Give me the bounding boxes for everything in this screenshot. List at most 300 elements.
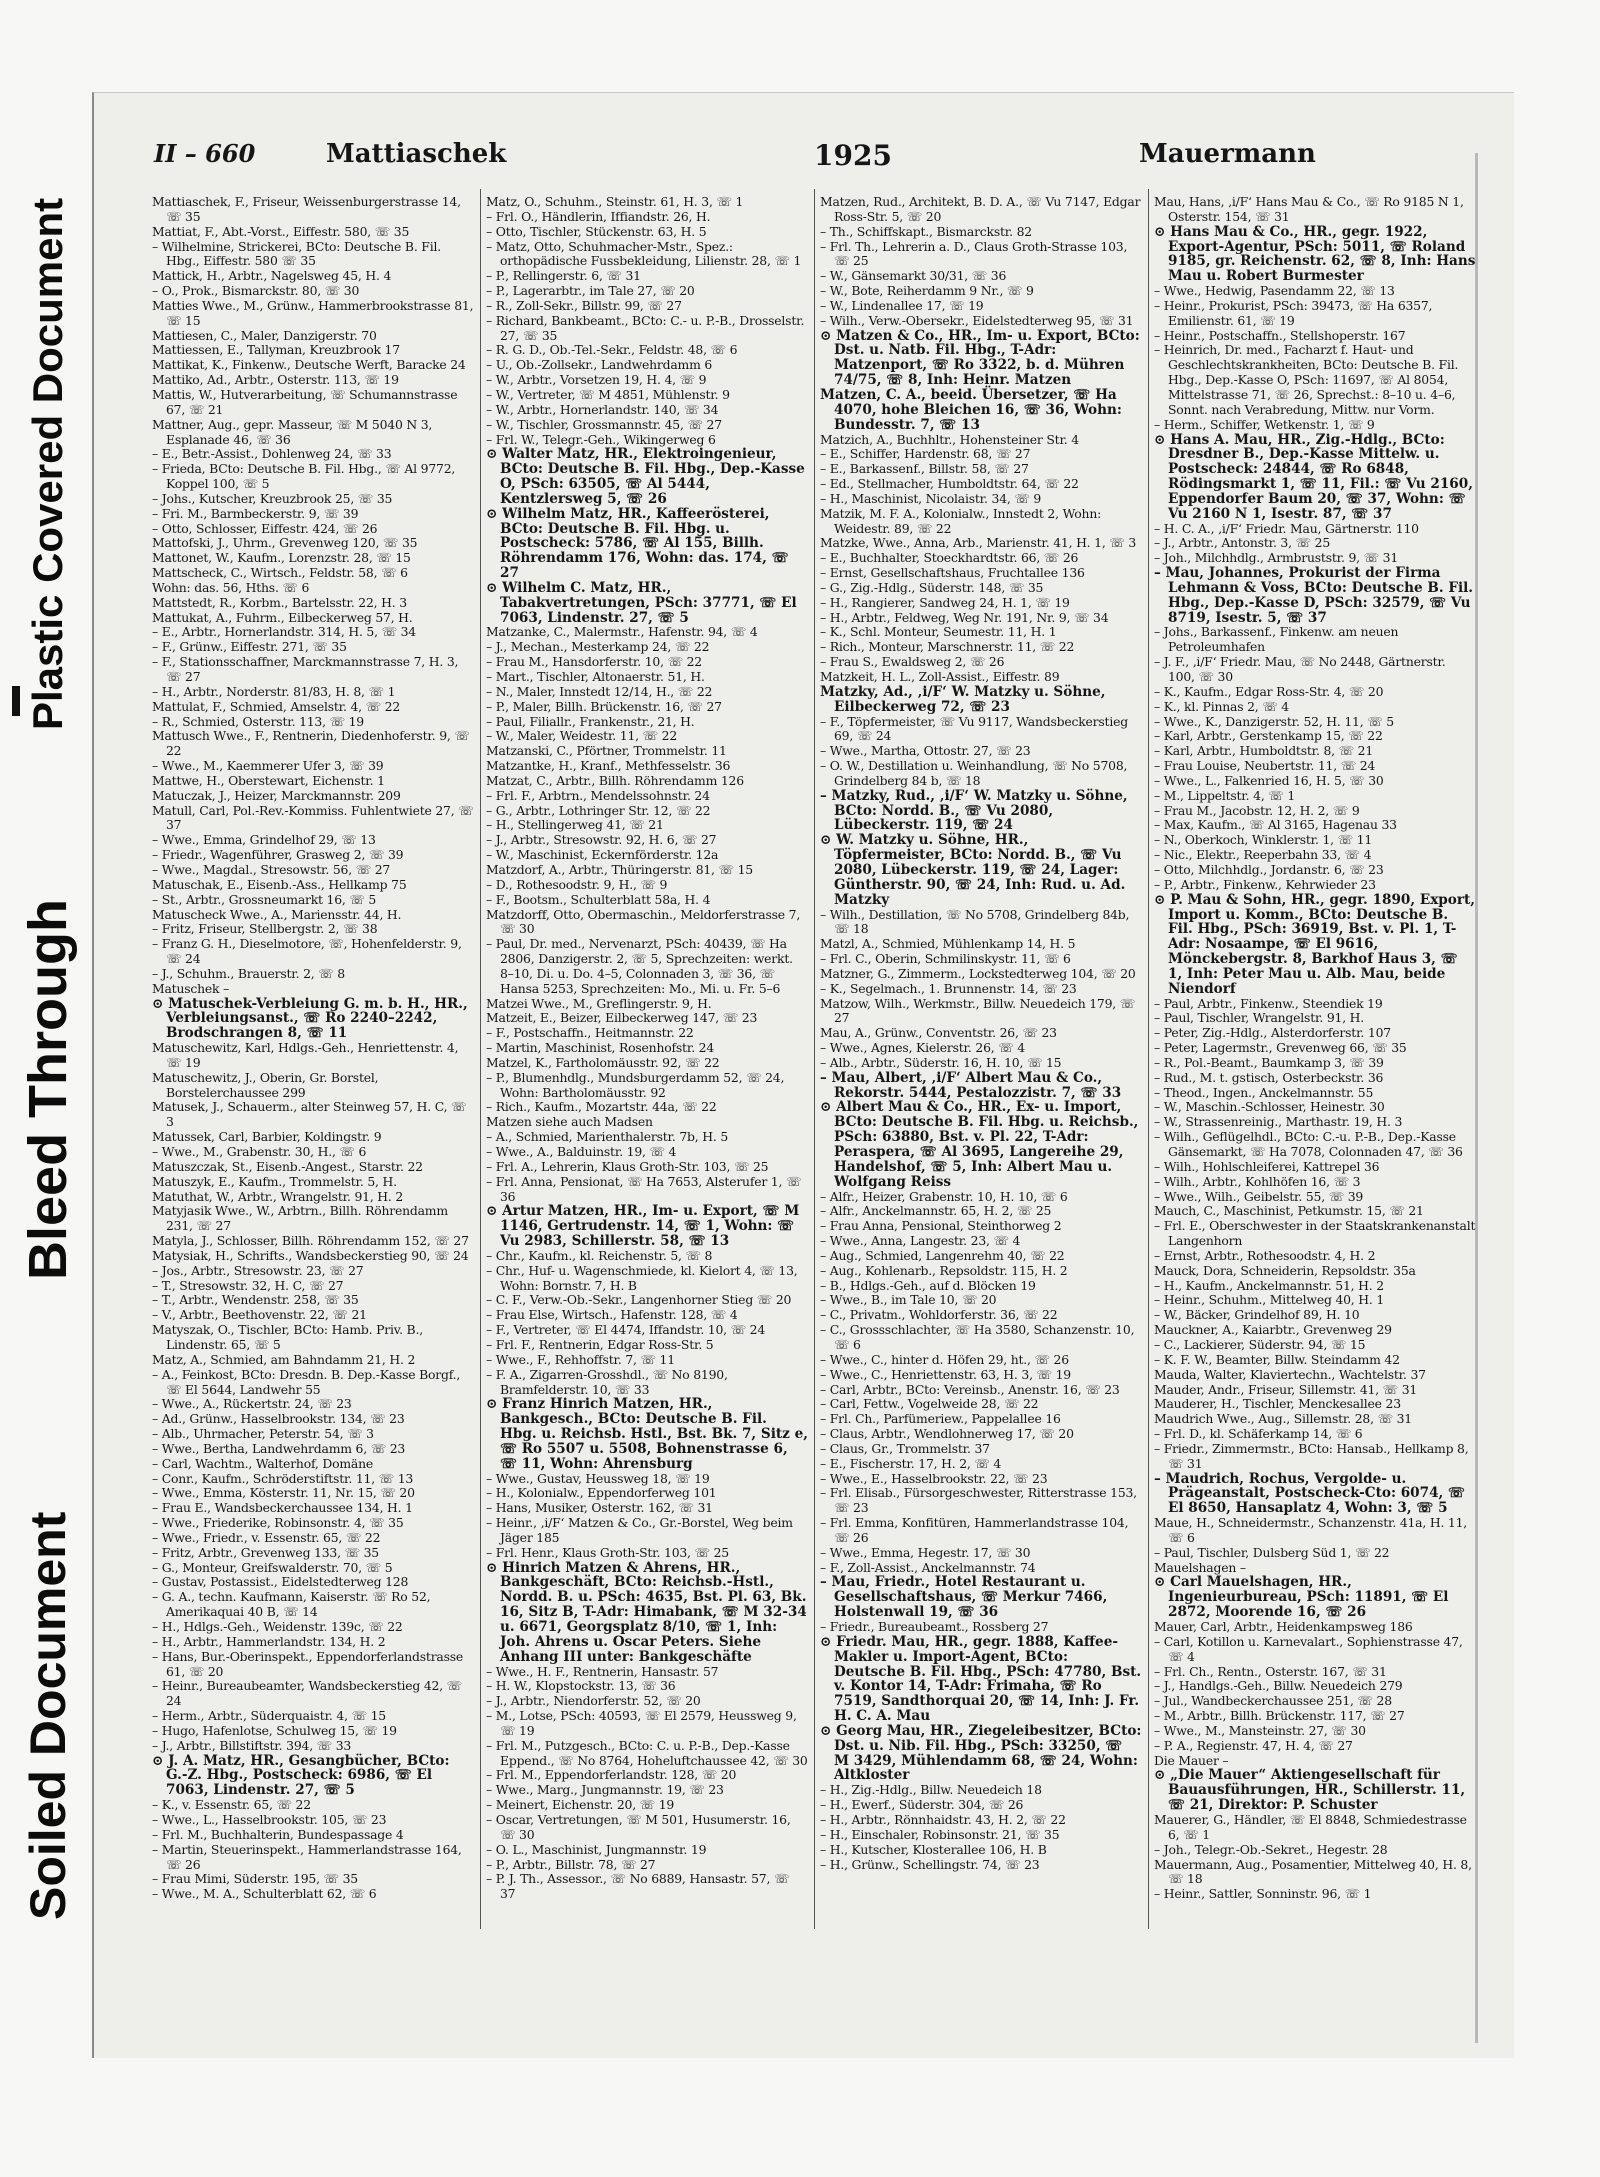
directory-entry: – Wilh., Hohlschleiferei, Kattrepel 36 [1154, 1158, 1380, 1174]
directory-entry: – Karl, Arbtr., Humboldtstr. 8, ☏ 21 [1154, 743, 1374, 759]
directory-entry: – P., Rellingerstr. 6, ☏ 31 [486, 268, 641, 284]
directory-entry: – H. W., Klopstockstr. 13, ☏ 36 [486, 1678, 676, 1694]
directory-entry: – F., Stationsschaffner, Marckmannstrasse 7, H. 3, ☏ 27 [152, 654, 459, 684]
page-number: II – 660 [154, 139, 256, 168]
directory-entry: Wohn: das. 56, Hths. ☏ 6 [152, 579, 310, 595]
directory-entry: – Frau Mimi, Süderstr. 195, ☏ 35 [152, 1871, 358, 1887]
directory-entry: – M., Lippeltstr. 4, ☏ 1 [1154, 787, 1296, 803]
directory-entry: – P., Arbtr., Finkenw., Kehrwieder 23 [1154, 876, 1376, 892]
directory-entry: – P. A., Regienstr. 47, H. 4, ☏ 27 [1154, 1737, 1353, 1753]
directory-entry: – Wwe., B., im Tale 10, ☏ 20 [820, 1292, 997, 1308]
directory-entry: – R., Zoll-Sekr., Billstr. 99, ☏ 27 [486, 297, 682, 313]
directory-entry: – Wwe., Marg., Jungmannstr. 19, ☏ 23 [486, 1782, 724, 1798]
directory-entry: – Johs., Barkassenf., Finkenw. am neuen Petroleumhafen [1154, 624, 1399, 655]
directory-entry: – Paul, Dr. med., Nervenarzt, PSch: 40439, ☏ Ha 2806, Danzigerstr. 2, ☏ 5, Sprechzeiten: werkt. 8–10, Di. u. Do. 4–5, Colonnaden 3, ☏ 36, ☏ Hansa 5253, Sprechzeiten: Mo., Mi. u. Fr. 5–6 [486, 936, 793, 996]
directory-entry: Matuschek – [152, 980, 230, 996]
directory-entry: Mattonet, W., Kaufm., Lorenzstr. 28, ☏ 15 [152, 550, 411, 566]
directory-entry: Matzei Wwe., M., Greflingerstr. 9, H. [486, 995, 712, 1011]
directory-entry: Mattulat, F., Schmied, Amselstr. 4, ☏ 22 [152, 698, 401, 714]
directory-entry: – G. A., techn. Kaufmann, Kaiserstr. ☏ Ro 52, Amerikaquai 40 B, ☏ 14 [152, 1589, 431, 1620]
directory-entry: – W., Vertreter, ☏ M 4851, Mühlenstr. 9 [486, 386, 730, 402]
directory-page [92, 92, 1514, 2058]
directory-entry: – Carl, Arbtr., BCto: Vereinsb., Anenstr. 16, ☏ 23 [820, 1381, 1120, 1397]
directory-entry: – H., Arbtr., Norderstr. 81/83, H. 8, ☏ 1 [152, 683, 396, 699]
directory-entry: – Wilh., Destillation, ☏ No 5708, Grindelberg 84b, ☏ 18 [820, 906, 1130, 937]
directory-entry: – Wwe., M., Mansteinstr. 27, ☏ 30 [1154, 1722, 1366, 1738]
directory-entry: – Wwe., Hedwig, Pasendamm 22, ☏ 13 [1154, 283, 1395, 299]
directory-entry: – W., Lindenallee 17, ☏ 19 [820, 297, 984, 313]
directory-entry: – G., Monteur, Greifswalderstr. 70, ☏ 5 [152, 1559, 393, 1575]
directory-entry: – Otto, Milchhdlg., Jordanstr. 6, ☏ 23 [1154, 861, 1384, 877]
directory-entry: – F., Töpfermeister, ☏ Vu 9117, Wandsbeckerstieg 69, ☏ 24 [820, 713, 1128, 744]
directory-entry: – Wwe., E., Hasselbrookstr. 22, ☏ 23 [820, 1470, 1048, 1486]
directory-entry: – Gustav, Postassist., Eidelstedterweg 128 [152, 1574, 409, 1590]
directory-entry: – Joh., Milchhdlg., Armbruststr. 9, ☏ 31 [1154, 550, 1399, 566]
directory-entry: Mauer, Carl, Arbtr., Heidenkampsweg 186 [1154, 1619, 1413, 1634]
directory-entry: – Wwe., C., hinter d. Höfen 29, ht., ☏ 26 [820, 1351, 1069, 1367]
directory-entry: – J., Arbtr., Billstiftstr. 394, ☏ 33 [152, 1737, 352, 1753]
directory-entry: – Carl, Fettw., Vogelweide 28, ☏ 22 [820, 1396, 1039, 1412]
firm-entry: ⊙ Walter Matz, HR., Elektroingenieur, BCto: Deutsche B. Fil. Hbg., Dep.-Kasse O, PSch: 63505, ☏ Al 5444, Kentzlersweg 5, ☏ 26 [486, 446, 805, 507]
directory-entry: – Frau Else, Wirtsch., Hafenstr. 128, ☏ 4 [486, 1307, 738, 1323]
directory-entry: – H., Maschinist, Nicolaistr. 34, ☏ 9 [820, 490, 1042, 506]
directory-entry: – Frl. Ch., Rentn., Osterstr. 167, ☏ 31 [1154, 1663, 1387, 1679]
directory-entry: Matties Wwe., M., Grünw., Hammerbrookstrasse 81, ☏ 15 [152, 297, 474, 328]
directory-entry: – Aug., Kohlenarb., Repsoldstr. 115, H. 2 [820, 1262, 1068, 1278]
directory-entry: – Wilh., Geflügelhdl., BCto: C.-u. P.-B., Dep.-Kasse Gänsemarkt, ☏ Ha 7078, Colonnaden 47, ☏ 36 [1154, 1129, 1463, 1159]
directory-entry: – Frl. Henr., Klaus Groth-Str. 103, ☏ 25 [486, 1544, 729, 1560]
directory-column-2 [486, 195, 808, 1902]
directory-entry: – G., Arbtr., Lothringer Str. 12, ☏ 22 [486, 802, 711, 818]
directory-column-1 [152, 195, 474, 1902]
directory-entry: – Heinr., Schuhm., Mittelweg 40, H. 1 [1154, 1292, 1385, 1308]
directory-entry: Mattscheck, C., Wirtsch., Feldstr. 58, ☏ 6 [152, 565, 408, 581]
directory-entry: – Alfr., Heizer, Grabenstr. 10, H. 10, ☏ 6 [820, 1188, 1068, 1204]
firm-entry: – Mau, Friedr., Hotel Restaurant u. Gesellschaftshaus, ☏ Merkur 7466, Holstenwall 19, ☏ 36 [820, 1574, 1108, 1621]
directory-entry: – Aug., Schmied, Langenrehm 40, ☏ 22 [820, 1247, 1065, 1263]
firm-entry: ⊙ Wilhelm Matz, HR., Kaffeerösterei, BCto: Deutsche B. Fil. Hbg. u. Postscheck: 5786, ☏ Al 155, Billh. Röhrendamm 176, Wohn: das. 174, ☏ 27 [486, 505, 789, 582]
directory-entry: – Paul, Filiallr., Frankenstr., 21, H. [486, 713, 695, 729]
directory-entry: Matzanski, C., Pförtner, Trommelstr. 11 [486, 743, 727, 759]
directory-entry: – Wwe., A., Rückertstr. 24, ☏ 23 [152, 1396, 352, 1412]
directory-entry: – R., Schmied, Osterstr. 113, ☏ 19 [152, 713, 364, 729]
directory-entry: – Wwe., M. A., Schulterblatt 62, ☏ 6 [152, 1886, 377, 1902]
directory-entry: – Frl. Emma, Konfitüren, Hammerlandstrasse 104, ☏ 26 [820, 1515, 1129, 1545]
directory-entry: Matuszyk, E., Kaufm., Trommelstr. 5, H. [152, 1173, 397, 1189]
directory-entry: – Meinert, Eichenstr. 20, ☏ 19 [486, 1797, 675, 1813]
directory-entry: – Frau E., Wandsbeckerchaussee 134, H. 1 [152, 1500, 413, 1516]
directory-entry: – W., Maschin.-Schlosser, Heinestr. 30 [1154, 1099, 1385, 1115]
directory-entry: – C., Grossschlachter, ☏ Ha 3580, Schanzenstr. 10, ☏ 6 [820, 1322, 1135, 1352]
directory-entry: – Ernst, Arbtr., Rothesoodstr. 4, H. 2 [1154, 1247, 1376, 1263]
firm-entry: ⊙ Friedr. Mau, HR., gegr. 1888, Kaffee-Makler u. Import-Agent, BCto: Deutsche B. Fil. Hbg., PSch: 47780, Bst. v. Kontor 14, T-Adr: Frimaha, ☏ Ro 7519, Sandthorquai 20, ☏ 14, Inh: J. Fr. H. C. A. Mau [820, 1633, 1142, 1725]
directory-entry: – Ad., Grünw., Hasselbrookstr. 134, ☏ 23 [152, 1411, 405, 1427]
directory-entry: – Claus, Gr., Trommelstr. 37 [820, 1440, 990, 1456]
directory-entry: Matussek, Carl, Barbier, Koldingstr. 9 [152, 1129, 382, 1145]
firm-entry: ⊙ Carl Mauelshagen, HR., Ingenieurbureau, PSch: 11891, ☏ El 2872, Moorende 16, ☏ 26 [1154, 1574, 1449, 1621]
directory-entry: – Alfr., Anckelmannstr. 65, H. 2, ☏ 25 [820, 1203, 1052, 1219]
directory-entry: – F. A., Zigarren-Grosshdl., ☏ No 8190, Bramfelderstr. 10, ☏ 33 [486, 1366, 728, 1397]
firm-entry: ⊙ Matuschek-Verbleiung G. m. b. H., HR., Verbleiungsanst., ☏ Ro 2240–2242, Brodschrangen 8, ☏ 11 [152, 995, 468, 1042]
directory-entry: Matuschak, E., Eisenb.-Ass., Hellkamp 75 [152, 876, 407, 892]
directory-entry: – E., Arbtr., Hornerlandstr. 314, H. 5, ☏ 34 [152, 624, 416, 640]
directory-entry: – Rich., Monteur, Marschnerstr. 11, ☏ 22 [820, 639, 1075, 655]
directory-entry: Mauerer, G., Händler, ☏ El 8848, Schmiedestrasse 6, ☏ 1 [1154, 1811, 1467, 1842]
directory-entry: – Wwe., C., Henriettenstr. 63, H. 3, ☏ 19 [820, 1366, 1071, 1382]
directory-entry: Matzner, G., Zimmerm., Lockstedterweg 104, ☏ 20 [820, 965, 1136, 981]
directory-entry: – Theod., Ingen., Anckelmannstr. 55 [1154, 1084, 1374, 1100]
directory-entry: – V., Arbtr., Beethovenstr. 22, ☏ 21 [152, 1307, 367, 1323]
directory-entry: Mattiat, F., Abt.-Vorst., Eiffestr. 580, ☏ 35 [152, 223, 410, 239]
directory-entry: Mattusch Wwe., F., Rentnerin, Diedenhoferstr. 9, ☏ 22 [152, 728, 470, 759]
directory-entry: Matuschewitz, J., Oberin, Gr. Borstel, Borstelerchaussee 299 [152, 1069, 379, 1100]
directory-entry: – Paul, Arbtr., Finkenw., Steendiek 19 [1154, 995, 1383, 1011]
directory-entry: – C., Lackierer, Süderstr. 94, ☏ 15 [1154, 1336, 1366, 1352]
directory-entry: Mattick, H., Arbtr., Nagelsweg 45, H. 4 [152, 268, 392, 284]
directory-entry: – H., Kaufm., Anckelmannstr. 51, H. 2 [1154, 1277, 1384, 1293]
directory-entry: – Wwe., Wilh., Geibelstr. 55, ☏ 39 [1154, 1188, 1364, 1204]
directory-entry: – H., Hdlgs.-Geh., Weidenstr. 139c, ☏ 22 [152, 1619, 403, 1634]
directory-entry: – K., Schl. Monteur, Seumestr. 11, H. 1 [820, 624, 1057, 640]
directory-entry: – Hans, Musiker, Osterstr. 162, ☏ 31 [486, 1500, 713, 1516]
directory-entry: – Frl. D., kl. Schäferkamp 14, ☏ 6 [1154, 1426, 1363, 1442]
column-rule [480, 189, 481, 1929]
directory-entry: – Wilhelmine, Strickerei, BCto: Deutsche B. Fil. Hbg., Eiffestr. 580 ☏ 35 [152, 238, 441, 269]
directory-entry: – U., Ob.-Zollsekr., Landwehrdamm 6 [486, 357, 713, 373]
directory-entry: – Heinr., Sattler, Sonninstr. 96, ☏ 1 [1154, 1886, 1372, 1902]
directory-entry: – Th., Schiffskapt., Bismarckstr. 82 [820, 223, 1032, 239]
directory-entry: – Wwe., Bertha, Landwehrdamm 6, ☏ 23 [152, 1440, 406, 1456]
directory-entry: – C. F., Verw.-Ob.-Sekr., Langenhorner Stieg ☏ 20 [486, 1292, 792, 1308]
directory-entry: – W., Maler, Weidestr. 11, ☏ 22 [486, 728, 678, 744]
directory-entry: – J., Arbtr., Antonstr. 3, ☏ 25 [1154, 535, 1330, 551]
directory-entry: Matzanke, C., Malermstr., Hafenstr. 94, ☏ 4 [486, 624, 758, 640]
header-last-name: Mauermann [1139, 139, 1316, 169]
directory-entry: – P., Blumenhdlg., Mundsburgerdamm 52, ☏ 24, Wohn: Bartholomäusstr. 92 [486, 1069, 785, 1100]
directory-entry: – E., Schiffer, Hardenstr. 68, ☏ 27 [820, 446, 1031, 462]
directory-entry: – Wwe., K., Danzigerstr. 52, H. 11, ☏ 5 [1154, 713, 1394, 729]
directory-entry: – E., Barkassenf., Billstr. 58, ☏ 27 [820, 461, 1029, 477]
directory-entry: – Martin, Steuerinspekt., Hammerlandstrasse 164, ☏ 26 [152, 1841, 462, 1872]
directory-entry: – Friedr., Bureaubeamt., Rossberg 27 [820, 1619, 1049, 1634]
directory-entry: – Franz G. H., Dieselmotore, ☏, Hohenfelderstr. 9, ☏ 24 [152, 936, 462, 967]
directory-entry: Mauck, Dora, Schneiderin, Repsoldstr. 35a [1154, 1262, 1416, 1278]
directory-entry: – Wwe., M., Grabenstr. 30, H., ☏ 6 [152, 1144, 367, 1159]
directory-entry: Matzeit, E., Beizer, Eilbeckerweg 147, ☏ 23 [486, 1010, 758, 1026]
directory-entry: – Chr., Huf- u. Wagenschmiede, kl. Kielort 4, ☏ 13, Wohn: Bornstr. 7, H. B [486, 1262, 798, 1293]
directory-entry: Mattis, W., Hutverarbeitung, ☏ Schumannstrasse 67, ☏ 21 [152, 386, 458, 417]
directory-entry: – Frl. Ch., Parfümeriew., Pappelallee 16 [820, 1411, 1061, 1427]
directory-entry: Matzdorf, A., Arbtr., Thüringerstr. 81, ☏ 15 [486, 861, 753, 877]
directory-entry: – K., Segelmach., 1. Brunnenstr. 14, ☏ 23 [820, 980, 1077, 996]
directory-entry: – Johs., Kutscher, Kreuzbrook 25, ☏ 35 [152, 490, 393, 506]
directory-entry: – K. F. W., Beamter, Billw. Steindamm 42 [1154, 1351, 1400, 1367]
directory-entry: – H., Rangierer, Sandweg 24, H. 1, ☏ 19 [820, 594, 1070, 610]
directory-entry: Matyla, J., Schlosser, Billh. Röhrendamm 152, ☏ 27 [152, 1233, 469, 1249]
directory-entry: Matzke, Wwe., Anna, Arb., Marienstr. 41, H. 1, ☏ 3 [820, 535, 1137, 551]
directory-entry: – Fri. M., Barmbeckerstr. 9, ☏ 39 [152, 505, 359, 521]
directory-entry: – K., v. Essenstr. 65, ☏ 22 [152, 1797, 311, 1813]
directory-column-3 [820, 195, 1142, 1872]
directory-entry: – J., Schuhm., Brauerstr. 2, ☏ 8 [152, 965, 345, 981]
directory-entry: Mauermann, Aug., Posamentier, Mittelweg 40, H. 8, ☏ 18 [1154, 1856, 1472, 1887]
directory-entry: – Jos., Arbtr., Stresowstr. 23, ☏ 27 [152, 1262, 364, 1278]
directory-entry: – Alb., Uhrmacher, Peterstr. 54, ☏ 3 [152, 1426, 374, 1442]
directory-entry: – Heinr., Postschaffn., Stellshoperstr. 167 [1154, 327, 1406, 343]
directory-entry: Matzik, M. F. A., Kolonialw., Innstedt 2, Wohn: Weidestr. 89, ☏ 22 [820, 505, 1102, 536]
directory-entry: Matull, Carl, Pol.-Rev.-Kommiss. Fuhlentwiete 27, ☏ 37 [152, 802, 474, 833]
directory-entry: – Frau S., Ewaldsweg 2, ☏ 26 [820, 654, 1005, 670]
directory-entry: – Friedr., Zimmermstr., BCto: Hansab., Hellkamp 8, ☏ 31 [1154, 1440, 1469, 1471]
directory-entry: – Frl. M., Buchhalterin, Bundespassage 4 [152, 1826, 404, 1842]
directory-entry: – B., Hdlgs.-Geh., auf d. Blöcken 19 [820, 1277, 1036, 1293]
directory-entry: Matusek, J., Schauerm., alter Steinweg 57, H. C, ☏ 3 [152, 1099, 467, 1130]
directory-entry: – K., Kaufm., Edgar Ross-Str. 4, ☏ 20 [1154, 683, 1384, 699]
directory-entry: – G., Zig.-Hdlg., Süderstr. 148, ☏ 35 [820, 579, 1044, 595]
firm-entry: ⊙ Hinrich Matzen & Ahrens, HR., Bankgeschäft, BCto: Reichsb.-Hstl., Nordd. B. u. PSch: 4635, Bst. Pl. 63, Bk. 16, Sitz B, T-Adr: Himabank, ☏ M 32-34 u. 6671, Georgsplatz 8/10, ☏ 1, Inh: Joh. Ahrens u. Oscar Peters. Siehe Anhang III unter: Bankgeschäfte [486, 1559, 807, 1665]
firm-entry: – Matzky, Rud., ‚i/F‘ W. Matzky u. Söhne, BCto: Nordd. B., ☏ Vu 2080, Lübeckerstr. 119, ☏ 24 [820, 787, 1128, 834]
directory-entry: – Wilh., Arbtr., Kohlhöfen 16, ☏ 3 [1154, 1173, 1361, 1189]
directory-entry: – J., Arbtr., Stresowstr. 92, H. 6, ☏ 27 [486, 832, 717, 848]
directory-entry: – Frl. Elisab., Fürsorgeschwester, Ritterstrasse 153, ☏ 23 [820, 1485, 1137, 1516]
firm-entry: – Mau, Albert, ‚i/F‘ Albert Mau & Co., Rekorstr. 5444, Pestalozzistr. 7, ☏ 33 [820, 1069, 1122, 1101]
directory-entry: – Frau Anna, Pensional, Steinthorweg 2 [820, 1218, 1062, 1234]
directory-entry: – Wwe., F., Rehhoffstr. 7, ☏ 11 [486, 1351, 675, 1367]
directory-entry: – R. G. D., Ob.-Tel.-Sekr., Feldstr. 48, ☏ 6 [486, 342, 738, 358]
directory-entry: Matzkeit, H. L., Zoll-Assist., Eiffestr. 89 [820, 669, 1060, 684]
directory-entry: Die Mauer – [1154, 1752, 1229, 1768]
directory-entry: – Frl. C., Oberin, Schmilinskystr. 11, ☏ 6 [820, 951, 1071, 967]
directory-entry: Matuschewitz, Karl, Hdlgs.-Geh., Henriettenstr. 4, ☏ 19 [152, 1040, 459, 1070]
directory-entry: Maudrich Wwe., Aug., Sillemstr. 28, ☏ 31 [1154, 1411, 1412, 1427]
directory-entry: – Max, Kaufm., ☏ Al 3165, Hagenau 33 [1154, 817, 1397, 833]
firm-entry: ⊙ W. Matzky u. Söhne, HR., Töpfermeister, BCto: Nordd. B., ☏ Vu 2080, Lübeckerstr. 119, ☏ 24, Lager: Güntherstr. 90, ☏ 24, Inh: Rud. u. Ad. Matzky [820, 832, 1126, 908]
directory-entry: – Frieda, BCto: Deutsche B. Fil. Hbg., ☏ Al 9772, Koppel 100, ☏ 5 [152, 461, 456, 492]
directory-entry: – Wwe., Emma, Hegestr. 17, ☏ 30 [820, 1544, 1031, 1560]
directory-entry: Mau, A., Grünw., Conventstr. 26, ☏ 23 [820, 1025, 1057, 1041]
directory-entry: – Heinr., Bureaubeamter, Wandsbeckerstieg 42, ☏ 24 [152, 1678, 462, 1709]
directory-column-4 [1154, 195, 1476, 1902]
directory-entry: – W., Bote, Reiherdamm 9 Nr., ☏ 9 [820, 283, 1034, 299]
directory-entry: – Claus, Arbtr., Wendlohnerweg 17, ☏ 20 [820, 1426, 1074, 1442]
directory-entry: – Mart., Tischler, Altonaerstr. 51, H. [486, 669, 705, 684]
directory-entry: – P., Lagerarbtr., im Tale 27, ☏ 20 [486, 283, 695, 299]
directory-entry: – Matz, Otto, Schuhmacher-Mstr., Spez.: orthopädische Fussbekleidung, Lilienstr. 28, ☏ 1 [486, 238, 802, 269]
directory-entry: – W., Gänsemarkt 30/31, ☏ 36 [820, 268, 1007, 284]
directory-entry: Mauckner, A., Kaiarbtr., Grevenweg 29 [1154, 1322, 1392, 1338]
label-dash [12, 686, 20, 716]
column-rule [1148, 189, 1149, 1929]
directory-entry: – Frau Louise, Neubertstr. 11, ☏ 24 [1154, 758, 1376, 774]
header-first-name: Mattiaschek [326, 139, 507, 169]
directory-entry: – O. L., Maschinist, Jungmannstr. 19 [486, 1841, 707, 1857]
firm-entry: ⊙ Hans A. Mau, HR., Zig.-Hdlg., BCto: Dresdner B., Dep.-Kasse Mittelw. u. Postscheck: 24844, ☏ Ro 6848, Rödingsmarkt 1, ☏ 11, Fil.: ☏ Vu 2160, Eppendorfer Baum 20, ☏ 37, Wohn: ☏ Vu 2160 N 1, Isestr. 87, ☏ 37 [1154, 431, 1473, 522]
directory-entry: – W., Arbtr., Vorsetzen 19, H. 4, ☏ 9 [486, 372, 707, 388]
directory-entry: – St., Arbtr., Grossneumarkt 16, ☏ 5 [152, 891, 377, 907]
directory-entry: – R., Pol.-Beamt., Baumkamp 3, ☏ 39 [1154, 1054, 1384, 1070]
directory-entry: Matyszak, O., Tischler, BCto: Hamb. Priv. B., Lindenstr. 65, ☏ 5 [152, 1322, 423, 1352]
directory-entry: – Karl, Arbtr., Gerstenkamp 15, ☏ 22 [1154, 728, 1383, 744]
page-header [154, 139, 1454, 179]
directory-entry: – Jul., Wandbeckerchaussee 251, ☏ 28 [1154, 1693, 1392, 1709]
directory-entry: – E., Betr.-Assist., Dohlenweg 24, ☏ 33 [152, 446, 392, 462]
directory-entry: – Martin, Maschinist, Rosenhofstr. 24 [486, 1040, 715, 1056]
firm-entry: ⊙ „Die Mauer“ Aktiengesellschaft für Bauausführungen, HR., Schillerstr. 11, ☏ 21, Direktor: P. Schuster [1154, 1767, 1466, 1814]
directory-entry: – K., kl. Pinnas 2, ☏ 4 [1154, 698, 1289, 714]
directory-entry: – Nic., Elektr., Reeperbahn 33, ☏ 4 [1154, 847, 1372, 863]
directory-entry: – Herm., Arbtr., Süderquaistr. 4, ☏ 15 [152, 1708, 386, 1724]
directory-entry: – M., Arbtr., Billh. Brückenstr. 117, ☏ 27 [1154, 1708, 1405, 1724]
header-year: 1925 [814, 139, 892, 172]
directory-entry: Matz, O., Schuhm., Steinstr. 61, H. 3, ☏ 1 [486, 194, 744, 209]
directory-entry: – Herm., Schiffer, Wetkenstr. 1, ☏ 9 [1154, 416, 1375, 432]
directory-entry: Matuscheck Wwe., A., Mariensstr. 44, H. [152, 906, 402, 922]
directory-entry: – Paul, Tischler, Dulsberg Süd 1, ☏ 22 [1154, 1544, 1390, 1560]
directory-entry: – H., Kutscher, Klosterallee 106, H. B [820, 1841, 1047, 1857]
firm-entry: – Maudrich, Rochus, Vergolde- u. Prägeanstalt, Postscheck-Cto: 6074, ☏ El 8650, Hansaplatz 4, Wohn: 3, ☏ 5 [1154, 1470, 1466, 1517]
firm-entry: ⊙ Franz Hinrich Matzen, HR., Bankgesch., BCto: Deutsche B. Fil. Hbg. u. Reichsb. Hstl., Bst. Bk. 7, Sitz e, ☏ Ro 5507 u. 5508, Bohnenstrasse 6, ☏ 11, Wohn: Ahrensburg [486, 1396, 808, 1472]
directory-entry: – Ed., Stellmacher, Humboldtstr. 64, ☏ 22 [820, 476, 1079, 492]
directory-entry: – Wwe., A., Balduinstr. 19, ☏ 4 [486, 1144, 677, 1159]
directory-entry: Mauda, Walter, Klaviertechn., Wachtelstr. 37 [1154, 1366, 1426, 1382]
directory-entry: – H., Grünw., Schellingstr. 74, ☏ 23 [820, 1856, 1040, 1872]
directory-entry: – P., Maler, Billh. Brückenstr. 16, ☏ 27 [486, 698, 722, 714]
directory-entry: – O. W., Destillation u. Weinhandlung, ☏ No 5708, Grindelberg 84 b, ☏ 18 [820, 758, 1128, 788]
directory-entry: Mauelshagen – [1154, 1559, 1246, 1575]
directory-entry: – F., Postschaffn., Heitmannstr. 22 [486, 1025, 694, 1041]
directory-entry: Mattner, Aug., gepr. Masseur, ☏ M 5040 N 3, Esplanade 46, ☏ 36 [152, 416, 433, 447]
firm-entry: ⊙ Matzen & Co., HR., Im- u. Export, BCto: Dst. u. Natb. Fil. Hbg., T-Adr: Matzenport, ☏ Ro 3322, b. d. Mühren 74/75, ☏ 8, Inh: Heinr. Matzen [820, 327, 1140, 389]
directory-entry: – Chr., Kaufm., kl. Reichenstr. 5, ☏ 8 [486, 1247, 713, 1263]
directory-entry: – Frl. E., Oberschwester in der Staatskrankenanstalt Langenhorn [1154, 1218, 1476, 1249]
directory-entry: Mauder, Andr., Friseur, Sillemstr. 41, ☏ 31 [1154, 1381, 1418, 1397]
directory-entry: – W., Maschinist, Eckernförderstr. 12a [486, 847, 719, 863]
directory-entry: – Richard, Bankbeamt., BCto: C.- u. P.-B., Drosselstr. 27, ☏ 35 [486, 312, 805, 343]
firm-entry: – Mau, Johannes, Prokurist der Firma Lehmann & Voss, BCto: Deutsche B. Fil. Hbg., Dep.-Kasse D, PSch: 32579, ☏ Vu 8719, Isestr. 5, ☏ 37 [1154, 565, 1474, 626]
directory-entry: – Frl. O., Händlerin, Iffiandstr. 26, H. [486, 208, 711, 224]
directory-entry: – E., Buchhalter, Stoeckhardtstr. 66, ☏ 26 [820, 550, 1079, 566]
directory-entry: – Wilh., Verw.-Obersekr., Eidelstedterweg 95, ☏ 31 [820, 312, 1134, 328]
directory-entry: – Frl. F., Arbtrn., Mendelssohnstr. 24 [486, 787, 710, 803]
directory-entry: Matzdorff, Otto, Obermaschin., Meldorferstrasse 7, ☏ 30 [486, 906, 801, 937]
directory-entry: – A., Feinkost, BCto: Dresdn. B. Dep.-Kasse Borgf., ☏ El 5644, Landwehr 55 [152, 1366, 461, 1397]
directory-entry: – Oscar, Vertretungen, ☏ M 501, Husumerstr. 16, ☏ 30 [486, 1811, 791, 1842]
directory-entry: – Wwe., Friedr., v. Essenstr. 65, ☏ 22 [152, 1529, 381, 1545]
directory-entry: – Wwe., Martha, Ottostr. 27, ☏ 23 [820, 743, 1031, 759]
directory-entry: – Wwe., H. F., Rentnerin, Hansastr. 57 [486, 1663, 719, 1679]
firm-entry: Matzky, Ad., ‚i/F‘ W. Matzky u. Söhne, Eilbeckerweg 72, ☏ 23 [820, 683, 1106, 715]
directory-entry: – Wwe., Friederike, Robinsonstr. 4, ☏ 35 [152, 1515, 404, 1531]
directory-entry: – Friedr., Wagenführer, Grasweg 2, ☏ 39 [152, 847, 404, 863]
directory-entry: – Paul, Tischler, Wrangelstr. 91, H. [1154, 1010, 1365, 1026]
directory-entry: Matuszczak, St., Eisenb.-Angest., Starstr. 22 [152, 1158, 423, 1174]
bleed-through-label: Bleed Through [18, 899, 78, 1280]
column-rule [814, 189, 815, 1929]
directory-entry: – T., Stresowstr. 32, H. C, ☏ 27 [152, 1277, 344, 1293]
directory-entry: Matzel, K., Fartholomäusstr. 92, ☏ 22 [486, 1054, 720, 1070]
directory-entry: – Otto, Tischler, Stückenstr. 63, H. 5 [486, 223, 707, 239]
firm-entry: Matzen, C. A., beeid. Übersetzer, ☏ Ha 4070, hohe Bleichen 16, ☏ 36, Wohn: Bundesstr. 7, ☏ 13 [820, 386, 1122, 433]
directory-entry: – Wwe., Emma, Grindelhof 29, ☏ 13 [152, 832, 376, 848]
directory-entry: – J. F., ‚i/F‘ Friedr. Mau, ☏ No 2448, Gärtnerstr. 100, ☏ 30 [1154, 654, 1446, 684]
directory-entry: – N., Oberkoch, Winklerstr. 1, ☏ 11 [1154, 832, 1373, 848]
directory-entry: – Wwe., Magdal., Stresowstr. 56, ☏ 27 [152, 861, 391, 877]
firm-entry: ⊙ P. Mau & Sohn, HR., gegr. 1890, Export, Import u. Komm., BCto: Deutsche B. Fil. Hbg., PSch: 36919, Bst. v. Pl. 1, T-Adr: Nosaampe, ☏ El 9616, Mönckebergstr. 8, Barkhof Haus 3, ☏ 1, Inh: Peter Mau u. Alb. Mau, beide Niendorf [1154, 891, 1476, 997]
directory-entry: – Frau M., Hansdorferstr. 10, ☏ 22 [486, 654, 702, 670]
directory-entry: Matzich, A., Buchhltr., Hohensteiner Str. 4 [820, 431, 1079, 447]
directory-entry: Mattiaschek, F., Friseur, Weissenburgerstrasse 14, ☏ 35 [152, 194, 461, 224]
directory-entry: Mauch, C., Maschinist, Petkumstr. 15, ☏ 21 [1154, 1203, 1424, 1219]
directory-entry: – F., Bootsm., Schulterblatt 58a, H. 4 [486, 891, 711, 907]
directory-entry: – W., Tischler, Grossmannstr. 45, ☏ 27 [486, 416, 722, 432]
directory-entry: – Carl, Kotillon u. Karnevalart., Sophienstrasse 47, ☏ 4 [1154, 1633, 1463, 1664]
directory-entry: – H., Kolonialw., Eppendorferweg 101 [486, 1485, 717, 1501]
directory-entry: – Wwe., Agnes, Kielerstr. 26, ☏ 4 [820, 1040, 1025, 1056]
firm-entry: ⊙ Artur Matzen, HR., Im- u. Export, ☏ M 1146, Gertrudenstr. 14, ☏ 1, Wohn: ☏ Vu 2983, Schillerstr. 58, ☏ 13 [486, 1203, 800, 1250]
directory-entry: – Frl. A., Lehrerin, Klaus Groth-Str. 103, ☏ 25 [486, 1158, 769, 1174]
directory-entry: Mattiessen, E., Tallyman, Kreuzbrook 17 [152, 342, 400, 358]
directory-entry: – Alb., Arbtr., Süderstr. 16, H. 10, ☏ 15 [820, 1054, 1062, 1070]
directory-entry: – Conr., Kaufm., Schröderstiftstr. 11, ☏ 13 [152, 1470, 414, 1486]
directory-entry: – Frl. Anna, Pensionat, ☏ Ha 7653, Alsterufer 1, ☏ 36 [486, 1173, 802, 1204]
directory-entry: – Rich., Kaufm., Mozartstr. 44a, ☏ 22 [486, 1099, 717, 1115]
directory-entry: Matzat, C., Arbtr., Billh. Röhrendamm 126 [486, 772, 744, 788]
directory-entry: – Fritz, Friseur, Stellbergstr. 2, ☏ 38 [152, 921, 378, 937]
directory-entry: – Fritz, Arbtr., Grevenweg 133, ☏ 35 [152, 1544, 379, 1560]
directory-entry: Mattiesen, C., Maler, Danzigerstr. 70 [152, 327, 377, 343]
directory-entry: – J., Arbtr., Niendorferstr. 52, ☏ 20 [486, 1693, 701, 1709]
directory-entry: – Frl. M., Putzgesch., BCto: C. u. P.-B., Dep.-Kasse Eppend., ☏ No 8764, Hoheluftchaussee 42, ☏ 30 [486, 1737, 808, 1768]
directory-entry: – Frl. W., Telegr.-Geh., Wikingerweg 6 [486, 431, 716, 447]
directory-entry: – J., Handlgs.-Geh., Billw. Neuedeich 279 [1154, 1678, 1403, 1694]
firm-entry: ⊙ Albert Mau & Co., HR., Ex- u. Import, BCto: Deutsche B. Fil. Hbg. u. Reichsb., PSch: 63880, Bst. v. Pl. 22, T-Adr: Peraspera, ☏ Al 3695, Langereihe 29, Handelshof, ☏ 5, Inh: Albert Mau u. Wolfgang Reiss [820, 1099, 1139, 1190]
directory-entry: – Hugo, Hafenlotse, Schulweg 15, ☏ 19 [152, 1722, 397, 1738]
directory-entry: Mattiko, Ad., Arbtr., Osterstr. 113, ☏ 19 [152, 372, 399, 388]
directory-entry: Mattstedt, R., Korbm., Bartelsstr. 22, H. 3 [152, 594, 407, 610]
directory-entry: – Wwe., Emma, Kösterstr. 11, Nr. 15, ☏ 20 [152, 1485, 415, 1501]
firm-entry: ⊙ J. A. Matz, HR., Gesangbücher, BCto: G.-Z. Hbg., Postscheck: 6986, ☏ El 7063, Lindenstr. 27, ☏ 5 [152, 1752, 450, 1799]
directory-entry: – E., Fischerstr. 17, H. 2, ☏ 4 [820, 1455, 1002, 1471]
directory-entry: – D., Rothesoodstr. 9, H., ☏ 9 [486, 876, 668, 892]
directory-entry: Matzow, Wilh., Werkmstr., Billw. Neuedeich 179, ☏ 27 [820, 995, 1136, 1026]
directory-entry: – Heinr., ‚i/F‘ Matzen & Co., Gr.-Borstel, Weg beim Jäger 185 [486, 1515, 793, 1545]
directory-entry: Matzen, Rud., Architekt, B. D. A., ☏ Vu 7147, Edgar Ross-Str. 5, ☏ 20 [820, 194, 1141, 224]
directory-entry: – H., Zig.-Hdlg., Billw. Neuedeich 18 [820, 1782, 1042, 1798]
directory-entry: – Peter, Zig.-Hdlg., Alsterdorferstr. 107 [1154, 1025, 1391, 1041]
directory-entry: Matz, A., Schmied, am Bahndamm 21, H. 2 [152, 1351, 416, 1367]
directory-entry: Matyjasik Wwe., W., Arbtrn., Billh. Röhrendamm 231, ☏ 27 [152, 1203, 448, 1234]
directory-entry: – Frau M., Jacobstr. 12, H. 2, ☏ 9 [1154, 802, 1360, 818]
directory-entry: – P., Arbtr., Billstr. 78, ☏ 27 [486, 1856, 656, 1872]
directory-entry: Matysiak, H., Schrifts., Wandsbeckerstieg 90, ☏ 24 [152, 1247, 469, 1263]
directory-entry: – Wwe., L., Hasselbrookstr. 105, ☏ 23 [152, 1811, 387, 1827]
directory-entry: – Peter, Lagermstr., Grevenweg 66, ☏ 35 [1154, 1040, 1407, 1056]
directory-entry: – W., Arbtr., Hornerlandstr. 140, ☏ 34 [486, 401, 719, 417]
directory-entry: Mattikat, K., Finkenw., Deutsche Werft, Baracke 24 [152, 357, 466, 373]
directory-entry: – Heinrich, Dr. med., Facharzt f. Haut- und Geschlechtskrankheiten, BCto: Deutsche B. Fil. Hbg., Dep.-Kasse O, PSch: 11697, ☏ Al 8054, Mittelstrasse 71, ☏ 26, Sprechst.: 8–10 u. 4–6, Sonnt. nach Verabredung, Mittw. nur Vorm. [1154, 342, 1459, 417]
directory-entry: – Wwe., M., Kaemmerer Ufer 3, ☏ 39 [152, 758, 384, 774]
firm-entry: ⊙ Hans Mau & Co., HR., gegr. 1922, Export-Agentur, PSch: 5011, ☏ Roland 9185, gr. Reichenstr. 62, ☏ 8, Inh: Hans Mau u. Robert Burmester [1154, 223, 1476, 285]
directory-entry: – O., Prok., Bismarckstr. 80, ☏ 30 [152, 283, 360, 299]
directory-entry: Mattukat, A., Fuhrm., Eilbeckerweg 57, H. [152, 609, 413, 625]
directory-entry: Mattwe, H., Oberstewart, Eichenstr. 1 [152, 772, 385, 788]
directory-entry: – J., Mechan., Mesterkamp 24, ☏ 22 [486, 639, 710, 655]
directory-entry: – H. C. A., ‚i/F‘ Friedr. Mau, Gärtnerstr. 110 [1154, 520, 1419, 536]
directory-entry: – H., Einschaler, Robinsonstr. 21, ☏ 35 [820, 1826, 1060, 1842]
directory-entry: – Wwe., L., Falkenried 16, H. 5, ☏ 30 [1154, 772, 1384, 788]
directory-entry: – F., Vertreter, ☏ El 4474, Iffandstr. 10, ☏ 24 [486, 1322, 766, 1338]
directory-entry: – N., Maler, Innstedt 12/14, H., ☏ 22 [486, 683, 713, 699]
